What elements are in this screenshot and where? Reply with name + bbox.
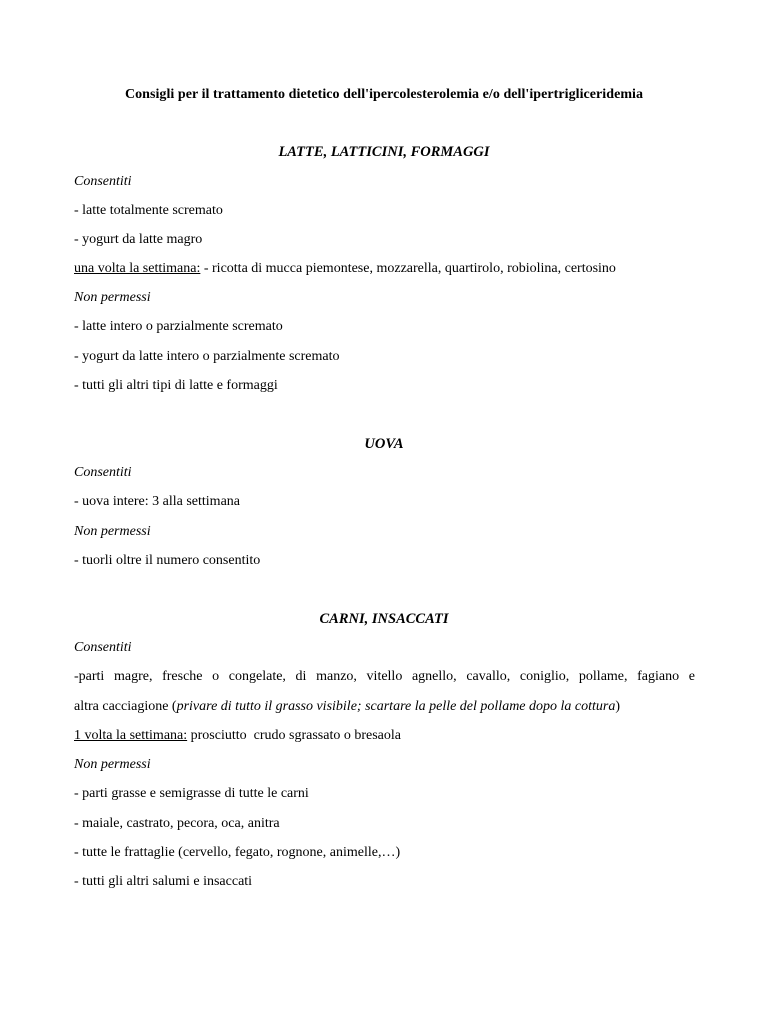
forbidden-item: - tutti gli altri tipi di latte e formaggi bbox=[74, 378, 278, 393]
forbidden-item: - tuorli oltre il numero consentito bbox=[74, 553, 261, 568]
section-heading-latte: LATTE, LATTICINI, FORMAGGI bbox=[278, 144, 490, 160]
forbidden-item: - yogurt da latte intero o parzialmente scremato bbox=[74, 349, 340, 364]
weekly-allowance bbox=[74, 726, 695, 746]
forbidden-item: - parti grasse e semigrasse di tutte le carni bbox=[74, 786, 309, 801]
allowed-label: Consentiti bbox=[74, 465, 132, 480]
allowed-label: Consentiti bbox=[74, 174, 132, 189]
weekly-allowance-text: prosciutto crudo sgrassato o bresaola bbox=[187, 728, 401, 743]
forbidden-label: Non permessi bbox=[74, 290, 151, 305]
weekly-allowance-prefix: 1 volta la settimana: bbox=[74, 728, 188, 743]
section-heading-carni: CARNI, INSACCATI bbox=[319, 611, 449, 627]
section-heading-uova: UOVA bbox=[364, 436, 404, 452]
allowed-item-suffix: ) bbox=[615, 699, 621, 714]
document-title: Consigli per il trattamento dietetico dell'ipercolesterolemia e/o dell'ipertrigliceridemia bbox=[124, 87, 644, 102]
forbidden-item: - maiale, castrato, pecora, oca, anitra bbox=[74, 816, 280, 831]
allowed-item: -parti magre, fresche o congelate, di manzo, vitello agnello, cavallo, coniglio, pollame, fagiano e bbox=[74, 669, 695, 684]
weekly-allowance-text: - ricotta di mucca piemontese, mozzarella, quartirolo, robiolina, certosino bbox=[200, 261, 616, 276]
allowed-item-prefix: altra cacciagione ( bbox=[74, 699, 177, 714]
weekly-allowance-prefix: una volta la settimana: bbox=[74, 261, 201, 276]
forbidden-label: Non permessi bbox=[74, 757, 151, 772]
allowed-label: Consentiti bbox=[74, 640, 132, 655]
forbidden-item: - tutte le frattaglie (cervello, fegato, rognone, animelle,…) bbox=[74, 845, 401, 860]
forbidden-item: - tutti gli altri salumi e insaccati bbox=[74, 874, 253, 889]
forbidden-label: Non permessi bbox=[74, 524, 151, 539]
allowed-item-note: privare di tutto il grasso visibile; scartare la pelle del pollame dopo la cottura bbox=[176, 699, 616, 714]
allowed-item-continued bbox=[74, 697, 695, 717]
weekly-allowance bbox=[74, 259, 695, 279]
allowed-item: - yogurt da latte magro bbox=[74, 232, 203, 247]
allowed-item: - latte totalmente scremato bbox=[74, 203, 223, 218]
allowed-item: - uova intere: 3 alla settimana bbox=[74, 494, 240, 509]
forbidden-item: - latte intero o parzialmente scremato bbox=[74, 319, 283, 334]
